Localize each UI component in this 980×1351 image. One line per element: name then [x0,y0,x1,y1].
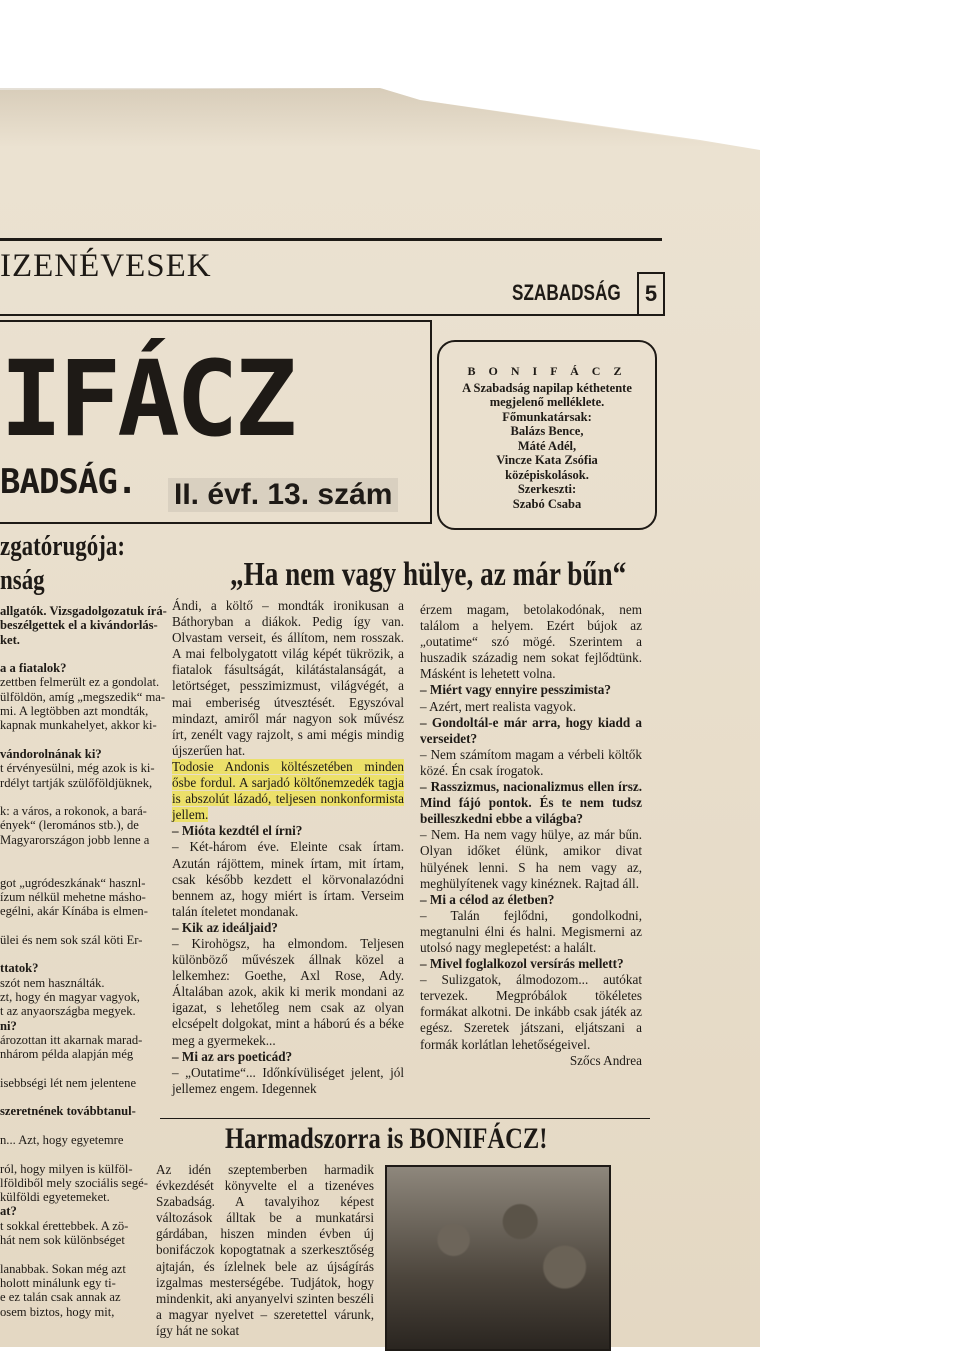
left-article-line: külföldi egyetemeket. [0,1190,110,1205]
left-article-line [0,733,150,747]
imprint-line: Szerkeszti: [517,482,577,496]
left-article-line [0,861,150,875]
left-article-line: egélni, akár Kínába is elmen- [0,904,148,919]
paragraph-text: – „Outatime“... Időnkívüliséget jelent, jól jellemez engem. Idegennek [172,1064,404,1096]
imprint-box [437,340,657,530]
interview-question [420,715,642,747]
left-article-line: hát nem sok különbséget [0,1233,125,1248]
paragraph-text: – Mivel foglalkozol versírás mellett? [420,956,624,972]
imprint-line: Szabó Csaba [512,496,582,511]
imprint-line: Balázs Bence, [510,424,584,438]
left-article-line: ározottan itt akarnak marad- [0,1032,143,1047]
paragraph-text: érzem magam, betolakodónak, nem találom a helyem. Ezért bújok az „outatime“ szó mögé. Szerintem a huszadik századig nem sokat fejlődtünk. Másként is lehetett volna. [420,602,642,682]
imprint-line: megjelenő melléklete. [489,395,605,409]
left-article-line: osem biztos, hogy mit, [0,1304,115,1319]
paragraph-text: – Sulizgatok, álmodozom... autókat tervezek. Megpróbálok tökéletes formákat alkotni. De inkább csak játék az egész. Szeretek játszani, eljátszani a formák korlátlan lehetőségeivel. [420,972,642,1052]
left-article-line [0,1090,150,1104]
masthead-subline: BADSÁG. [0,462,137,502]
interview-paragraph [420,972,642,1052]
interview-paragraph [172,598,404,759]
paragraph-text: – Mi a célod az életben? [420,891,555,907]
left-article-line: allgatók. Vizsgadolgozatuk írá- [0,604,167,618]
left-article-line: t sokkal érettebbek. A zö- [0,1218,129,1233]
paragraph-text: Ándi, a költő – mondták ironikusan a Báthoryban a diákok. Pedig így van. Olvastam verseit, és állítom, nem rosszak. A mai felbolygatott világ képét tükrözik, a fiatalok fásultságát, kilátástalanságát, a letörtséget, pesszimizmust, világvégét, a mai emberiség útvesztését. Egyszóval mindazt, amiről már nagyon sok művész írt, zenélt vagy rajzolt, s ami mégis mindig újszerűen hat. [172,598,404,758]
imprint-line: középiskolások. [505,467,589,482]
paragraph-text: – Gondoltál-e már arra, hogy kiadd a verseidet? [420,714,642,746]
left-headline-line-1: zgatórugója: [0,531,125,562]
left-article-line: t az anyaországba megyek. [0,1004,136,1019]
paragraph-text: – Nem számítom magam a vérbeli költők közé. Én csak írogatok. [420,746,642,778]
paragraph-text: – Kik az ideáljaid? [172,919,278,935]
imprint-line: A Szabadság napilap kéthetente [462,380,632,395]
left-article-line: isebbségi lét nem jelentene [0,1075,137,1090]
left-article-headline [0,530,125,598]
left-article-line: szeretnének továbbtanul- [0,1104,136,1119]
left-article-line [0,919,150,933]
left-article-line [0,847,150,861]
left-article-line: szót nem használták. [0,975,105,990]
interview-question [172,920,404,936]
brand-name: SZABADSÁG [512,280,621,305]
paragraph-text: – Mi az ars poeticád? [172,1048,293,1064]
third-article-text: Az idén szeptemberben harmadik évkezdését könyvelte el a tizenéves Szabadság. A tavalyihoz képest változások álltak be a munkatársi gárdában, hiszen minden évben új bonifáczok kopogtatnak a szerkesztőség ajtaján, és ízlelnek bele az újságírás izgalmas mesterségébe. Tudjátok, hogy mindenkit, aki anyanyelvi szinten beszéli a magyar nyelvet – szeretettel várunk, így hát ne sokat [156,1162,374,1338]
left-article-line: mi. A legtöbben azt mondták, [0,704,149,719]
interview-paragraph [420,908,642,956]
left-article-line [0,1147,150,1161]
left-article-line [0,647,150,661]
left-article-line: ülei és nem sok szál köti Er- [0,932,143,947]
left-article-line: at? [0,1204,17,1219]
interview-paragraph [172,936,404,1049]
paragraph-text: – Két-három éve. Eleinte csak írtam. Azután rájöttem, minek írtam, mit írtam, csak később kezdett el körvonalazódni bennem az, hogy miért is írtam. Verseim talán íteletet mondanak. [172,839,404,919]
paragraph-text: – Rasszizmus, nacionalizmus ellen írsz. Mind fájó pontok. És te nem tudsz beilleszkedni ebbe a világba? [420,779,642,827]
article-photo [385,1165,611,1351]
interview-question [420,892,642,908]
left-article-line: ról, hogy milyen is külföl- [0,1161,133,1176]
left-article-line: ízum nélkül mehetne másho- [0,889,146,904]
interview-column-1 [172,598,404,1097]
left-article-line: ttatok? [0,961,39,976]
left-article-line: beszélgettek el a kivándorlás- [0,618,158,633]
left-article-line: lföldiből mely szociális segé- [0,1175,148,1190]
imprint-title: B O N I F Á C Z [467,364,627,378]
interview-paragraph [420,602,642,682]
page-number: 5 [637,272,665,316]
left-article-line: n... Azt, hogy egyetemre [0,1132,124,1147]
left-article-line [0,790,150,804]
paragraph-text: – Azért, mert realista vagyok. [420,698,576,714]
header-bottom-rule [0,314,662,316]
left-article-line: nhárom példa alapján még [0,1047,134,1062]
left-article-line: rdélyt tartják szülőföldjüknek, [0,775,153,790]
left-article-line: ket. [0,632,20,647]
left-article-line: ni? [0,1018,17,1033]
interview-question [420,682,642,698]
interview-paragraph [172,1065,404,1097]
left-article-line: lanabbak. Sokan még azt [0,1261,126,1276]
author-signature [420,1053,642,1069]
left-article-line: ülföldön, amíg „megszedik“ ma- [0,689,166,704]
interview-paragraph [172,759,404,823]
left-article-line: kapnak munkahelyet, akkor ki- [0,718,157,733]
left-article-line: vándorolnának ki? [0,746,102,761]
interview-paragraph [172,839,404,919]
interview-question [420,779,642,827]
paragraph-text: – Mióta kezdtél el írni? [172,823,303,839]
left-article-line: ények“ (leromános stb.), de [0,818,139,833]
paragraph-text: – Talán fejlődni, gondolkodni, megtanulni élni és halni. Megismerni az utolsó nagy meglepetést: a halált. [420,907,642,955]
left-article-line: a a fiatalok? [0,661,67,676]
masthead-title: IFÁCZ [0,338,294,460]
left-article-line: Magyarországon jobb lenne a [0,832,150,847]
imprint-line: Vincze Kata Zsófia [496,453,598,467]
interview-question [172,1049,404,1065]
interview-question [172,823,404,839]
issue-number: II. évf. 13. szám [168,478,398,512]
highlighted-text: Todosie Andonis költészetében minden ősbe fordul. A sarjadó költőnemzedék tagja is abszolút lázadó, teljesen nonkonformista jellem. [172,758,404,823]
paragraph-text: – Miért vagy ennyire pesszimista? [420,682,611,698]
left-article-line: got „ugródeszkának“ hasznl- [0,875,146,890]
interview-paragraph [420,827,642,891]
imprint-line: Főmunkatársak: [502,409,592,424]
left-article-line [0,1062,150,1076]
section-title: IZENÉVESEK [0,248,212,284]
paragraph-text: – Kirohögsz, ha elmondom. Teljesen különböző művészek állnak közel a lelkemhez: Goethe, Axl Rose, Ady. Általában azok, akik ki merik mondani az igazat, s lehetőleg nem csak az olyan elcsépelt dolgokat, mint a háború és a béke meg a gyermekek... [172,935,404,1048]
left-article-line: zettben felmerült ez a gondolat. [0,675,160,690]
left-article-line: k: a város, a rokonok, a bará- [0,804,147,819]
left-article-line: holott minálunk egy ti- [0,1275,116,1290]
header-top-rule [0,238,662,241]
interview-headline: „Ha nem vagy hülye, az már bűn“ [230,556,627,593]
paper-fold-shadow [0,88,760,148]
left-article-line: e ez talán csak annak az [0,1290,121,1305]
left-headline-line-2: nság [0,565,45,596]
left-article-line: zt, hogy én magyar vagyok, [0,990,140,1005]
interview-question [420,956,642,972]
left-article-line [0,1119,150,1133]
paragraph-text: Szőcs Andrea [569,1052,642,1068]
left-article-column [0,604,167,1319]
interview-paragraph [420,747,642,779]
article-separator [160,1118,650,1119]
left-article-line [0,947,150,961]
paragraph-text: – Nem. Ha nem vagy hülye, az már bűn. Olyan időket élünk, amikor divat hülyének lenni. S ha nem vagy az, meghülyítenek vagy kinéznek. Rajtad áll. [420,827,642,891]
third-article-headline: Harmadszorra is BONIFÁCZ! [225,1122,548,1155]
interview-column-2 [420,602,642,1069]
imprint-line: Máté Adél, [517,438,577,453]
left-article-line [0,1247,150,1261]
interview-paragraph [420,699,642,715]
left-article-line: t érvényesülni, még azok is ki- [0,761,155,776]
